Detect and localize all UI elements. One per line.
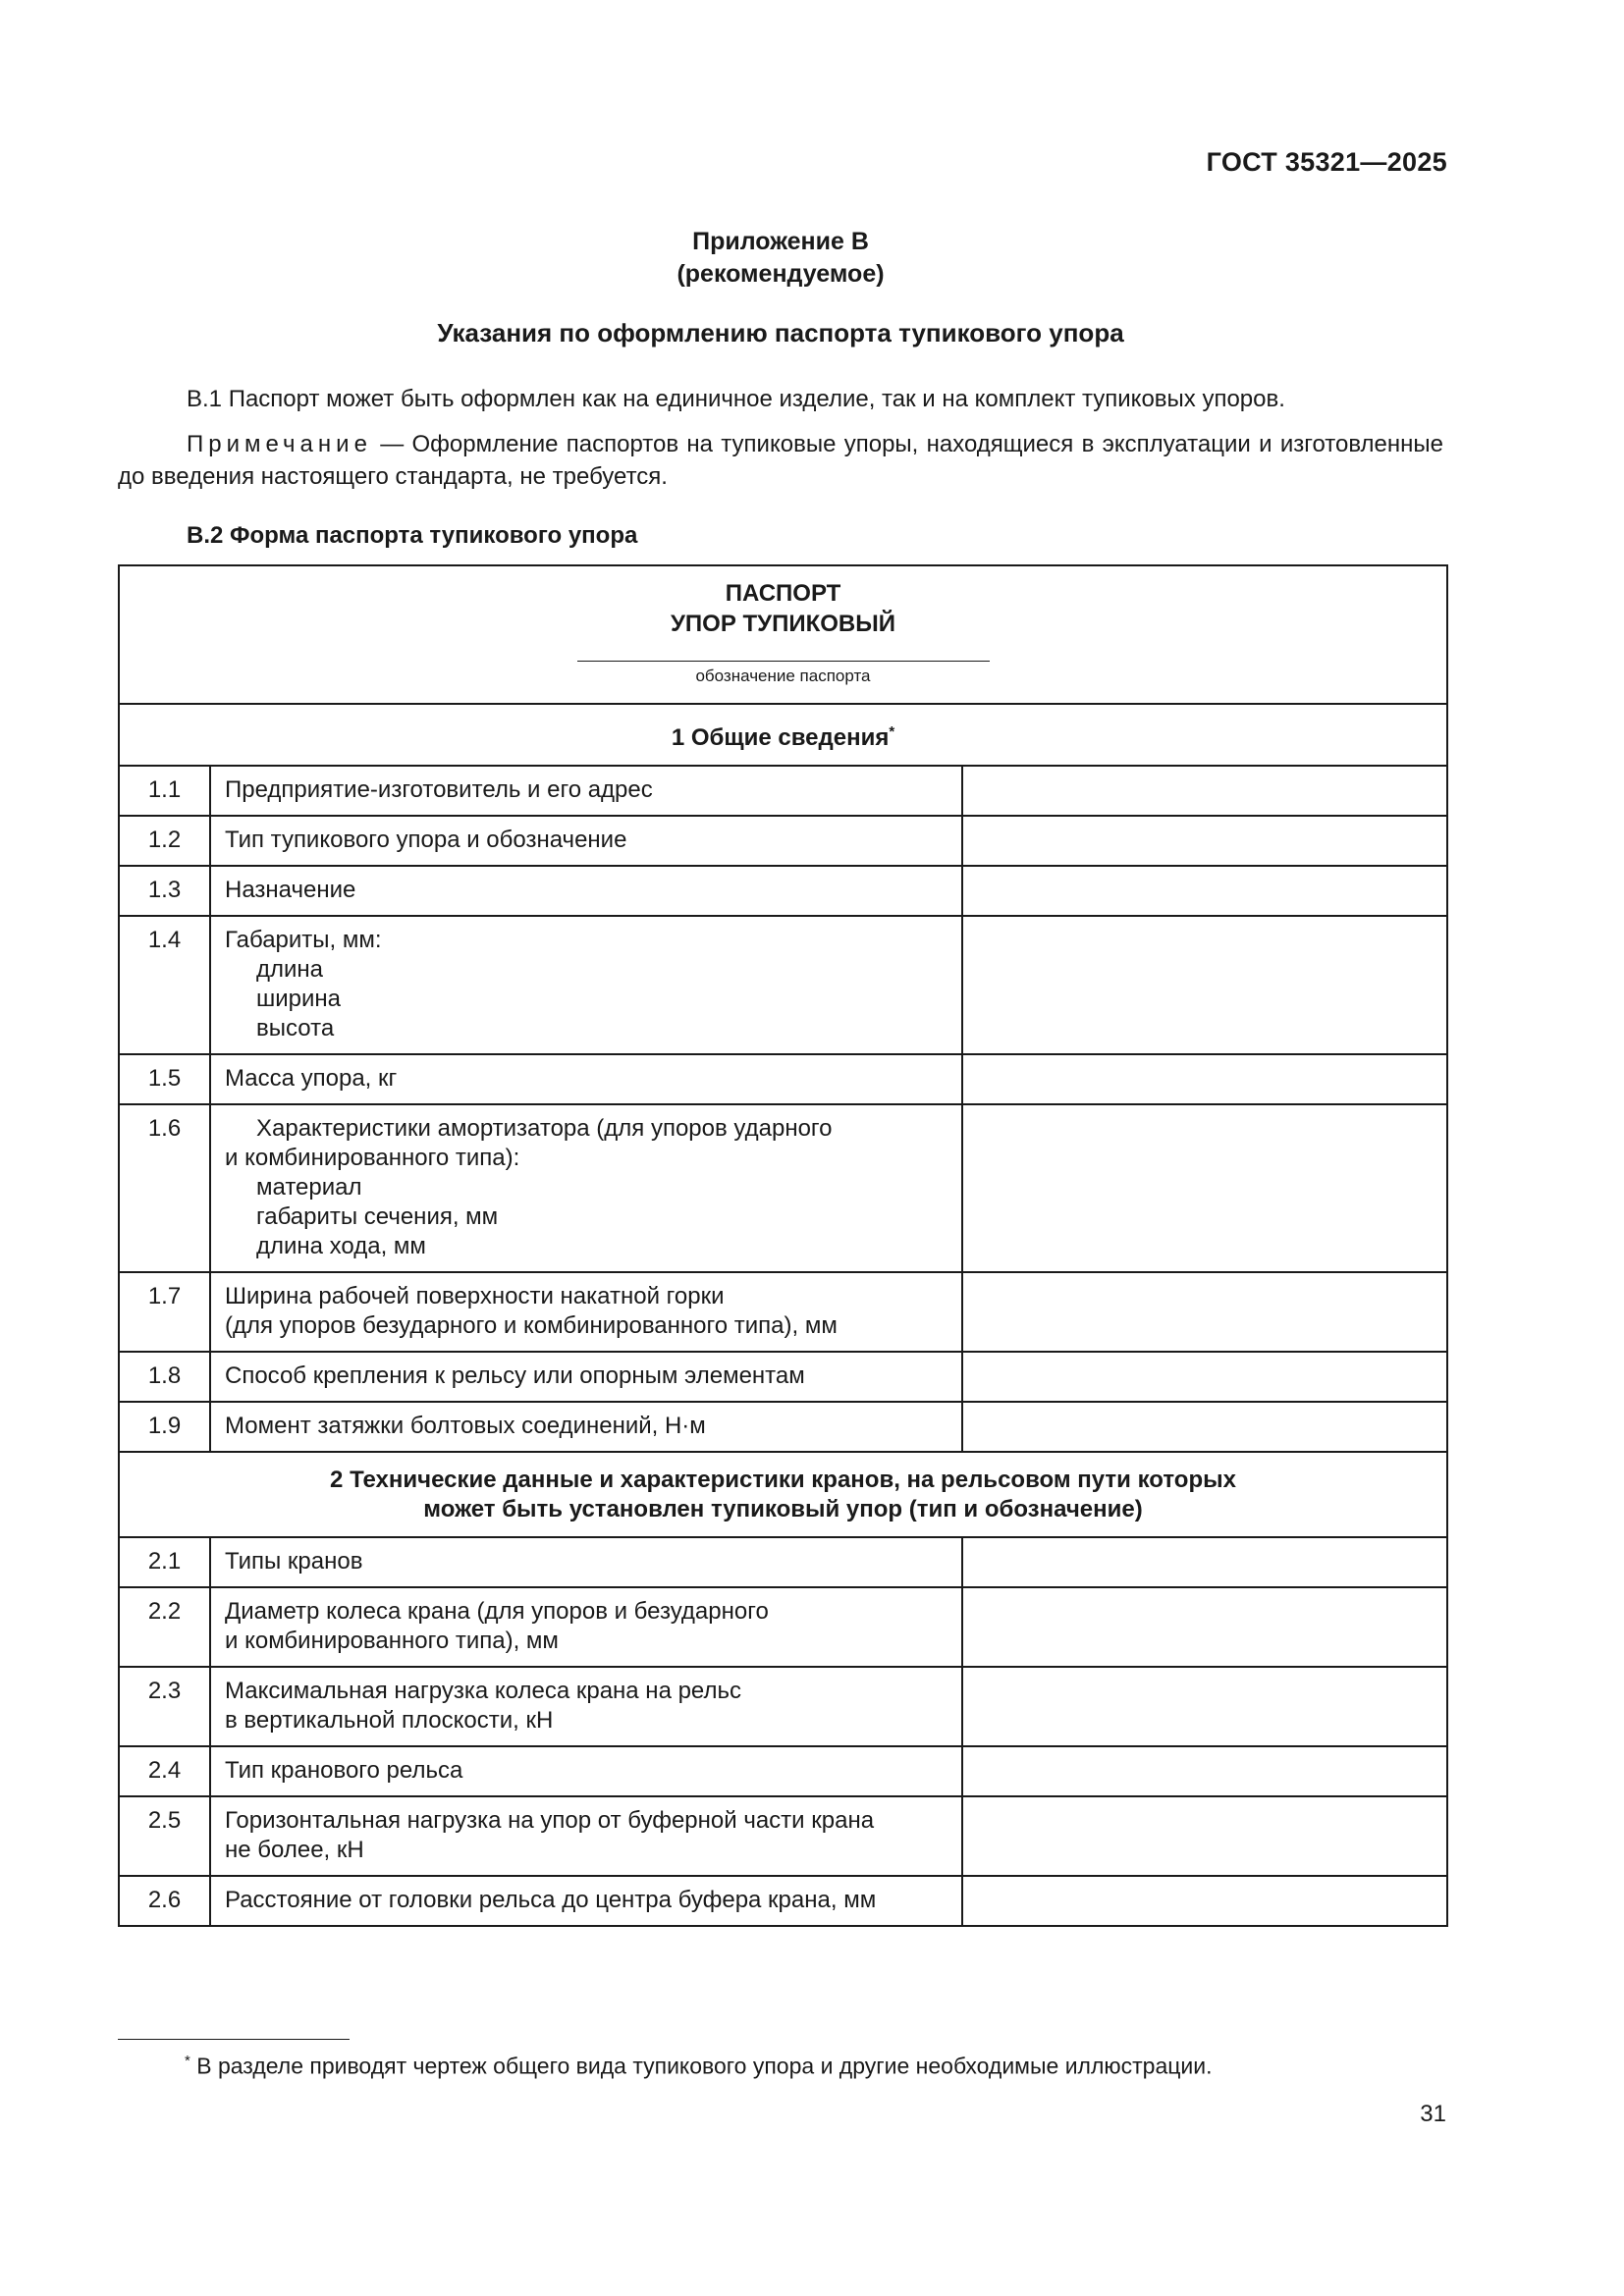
row-value-field[interactable] xyxy=(962,1104,1447,1272)
row-text-line: Масса упора, кг xyxy=(225,1065,398,1092)
row-text-line: Момент затяжки болтовых соединений, Н·м xyxy=(225,1413,706,1439)
row-text-line: Диаметр колеса крана (для упоров и безударного xyxy=(225,1598,769,1625)
row-value-field[interactable] xyxy=(962,1796,1447,1876)
passport-form-table xyxy=(118,564,1448,1927)
row-text-line: Предприятие-изготовитель и его адрес xyxy=(225,776,653,803)
row-number: 2.4 xyxy=(119,1746,210,1796)
row-value-field[interactable] xyxy=(962,1402,1447,1452)
footnote-marker: * xyxy=(185,2053,190,2069)
appendix-title: Приложение В xyxy=(692,228,869,255)
row-value-field[interactable] xyxy=(962,1054,1447,1104)
table-row xyxy=(119,1667,1447,1746)
table-row xyxy=(119,1352,1447,1402)
designation-line xyxy=(577,661,990,662)
row-value-field[interactable] xyxy=(962,1876,1447,1926)
row-subitem: материал xyxy=(256,1174,362,1201)
row-description xyxy=(210,1402,962,1452)
row-number: 1.9 xyxy=(119,1402,210,1452)
passport-subtitle: УПОР ТУПИКОВЫЙ xyxy=(670,611,895,637)
row-value-field[interactable] xyxy=(962,1352,1447,1402)
row-text-line: Характеристики амортизатора (для упоров ударного xyxy=(256,1115,833,1142)
table-row xyxy=(119,766,1447,816)
row-subitem: длина xyxy=(256,956,324,983)
row-subitem: высота xyxy=(256,1015,335,1041)
paragraph-b2-heading: В.2 Форма паспорта тупикового упора xyxy=(187,522,638,549)
section1-header xyxy=(119,704,1447,766)
row-number: 1.7 xyxy=(119,1272,210,1352)
note-label: Примечание xyxy=(187,431,372,457)
appendix-heading xyxy=(0,226,1561,291)
designation-caption: обозначение паспорта xyxy=(695,667,871,685)
row-number: 2.1 xyxy=(119,1537,210,1587)
row-value-field[interactable] xyxy=(962,1537,1447,1587)
row-subitem: длина хода, мм xyxy=(256,1233,426,1259)
row-number: 1.8 xyxy=(119,1352,210,1402)
note-paragraph xyxy=(118,428,1443,493)
footnote-mark: * xyxy=(889,723,895,740)
row-number: 1.4 xyxy=(119,916,210,1054)
section2-title-line1: 2 Технические данные и характеристики кранов, на рельсовом пути которых xyxy=(330,1467,1236,1493)
row-value-field[interactable] xyxy=(962,766,1447,816)
row-description xyxy=(210,1352,962,1402)
footnote-text: В разделе приводят чертеж общего вида тупикового упора и другие необходимые иллюстрации. xyxy=(189,2053,1213,2079)
passport-title-cell xyxy=(119,565,1447,704)
row-description xyxy=(210,1104,962,1272)
note-text: — Оформление паспортов на тупиковые упоры, находящиеся в эксплуатации и изготовленные до введения настоящего стандарта, не требуется. xyxy=(118,431,1443,490)
row-value-field[interactable] xyxy=(962,816,1447,866)
row-text-line: Тип кранового рельса xyxy=(225,1757,463,1784)
section2-title-line2: может быть установлен тупиковый упор (тип и обозначение) xyxy=(423,1496,1143,1522)
passport-title: ПАСПОРТ xyxy=(725,580,841,607)
page-number: 31 xyxy=(1420,2101,1446,2127)
row-description xyxy=(210,1746,962,1796)
row-subitem: ширина xyxy=(256,986,342,1012)
table-row xyxy=(119,1104,1447,1272)
row-number: 1.3 xyxy=(119,866,210,916)
row-text-line: и комбинированного типа): xyxy=(225,1145,520,1171)
row-text-line: (для упоров безударного и комбинированного типа), мм xyxy=(225,1312,838,1339)
row-text-line: Способ крепления к рельсу или опорным элементам xyxy=(225,1362,805,1389)
row-value-field[interactable] xyxy=(962,1272,1447,1352)
row-text-line: Типы кранов xyxy=(225,1548,363,1575)
row-text-line: Габариты, мм: xyxy=(225,927,382,953)
section2-header xyxy=(119,1452,1447,1537)
row-text-line: и комбинированного типа), мм xyxy=(225,1628,559,1654)
row-number: 1.1 xyxy=(119,766,210,816)
row-text-line: Максимальная нагрузка колеса крана на рельс xyxy=(225,1678,741,1704)
row-subitem: габариты сечения, мм xyxy=(256,1203,499,1230)
row-number: 2.2 xyxy=(119,1587,210,1667)
section1-header-row xyxy=(119,704,1447,766)
row-description xyxy=(210,1876,962,1926)
table-row xyxy=(119,866,1447,916)
passport-title-row xyxy=(119,565,1447,704)
table-row xyxy=(119,816,1447,866)
table-row xyxy=(119,1402,1447,1452)
row-description xyxy=(210,1796,962,1876)
row-description xyxy=(210,1587,962,1667)
row-number: 2.3 xyxy=(119,1667,210,1746)
section1-title: 1 Общие сведения xyxy=(671,724,890,751)
row-text-line: Ширина рабочей поверхности накатной горки xyxy=(225,1283,725,1309)
table-row xyxy=(119,1537,1447,1587)
row-value-field[interactable] xyxy=(962,1667,1447,1746)
footnote xyxy=(185,2053,1213,2080)
row-description xyxy=(210,816,962,866)
row-number: 1.2 xyxy=(119,816,210,866)
row-description xyxy=(210,766,962,816)
table-row xyxy=(119,1876,1447,1926)
row-number: 2.5 xyxy=(119,1796,210,1876)
row-number: 1.5 xyxy=(119,1054,210,1104)
row-text-line: Расстояние от головки рельса до центра буфера крана, мм xyxy=(225,1887,877,1913)
row-text-line: в вертикальной плоскости, кН xyxy=(225,1707,554,1734)
row-text-line: Тип тупикового упора и обозначение xyxy=(225,827,627,853)
row-description xyxy=(210,1272,962,1352)
table-row xyxy=(119,1054,1447,1104)
row-description xyxy=(210,866,962,916)
appendix-status: (рекомендуемое) xyxy=(677,260,885,288)
table-row xyxy=(119,1746,1447,1796)
row-description xyxy=(210,1667,962,1746)
row-description xyxy=(210,1054,962,1104)
table-row xyxy=(119,916,1447,1054)
row-value-field[interactable] xyxy=(962,1587,1447,1667)
row-description xyxy=(210,916,962,1054)
section-title: Указания по оформлению паспорта тупикового упора xyxy=(437,318,1124,347)
table-row xyxy=(119,1796,1447,1876)
row-value-field[interactable] xyxy=(962,1746,1447,1796)
standard-designation: ГОСТ 35321—2025 xyxy=(1206,147,1447,177)
row-text-line: Горизонтальная нагрузка на упор от буферной части крана xyxy=(225,1807,875,1834)
section2-header-row xyxy=(119,1452,1447,1537)
row-value-field[interactable] xyxy=(962,866,1447,916)
row-value-field[interactable] xyxy=(962,916,1447,1054)
row-description xyxy=(210,1537,962,1587)
row-number: 2.6 xyxy=(119,1876,210,1926)
paragraph-b1: В.1 Паспорт может быть оформлен как на единичное изделие, так и на комплект тупиковых упоров. xyxy=(187,386,1285,412)
footnote-separator xyxy=(118,2039,350,2040)
row-text-line: Назначение xyxy=(225,877,356,903)
table-row xyxy=(119,1272,1447,1352)
table-row xyxy=(119,1587,1447,1667)
row-text-line: не более, кН xyxy=(225,1837,364,1863)
row-number: 1.6 xyxy=(119,1104,210,1272)
